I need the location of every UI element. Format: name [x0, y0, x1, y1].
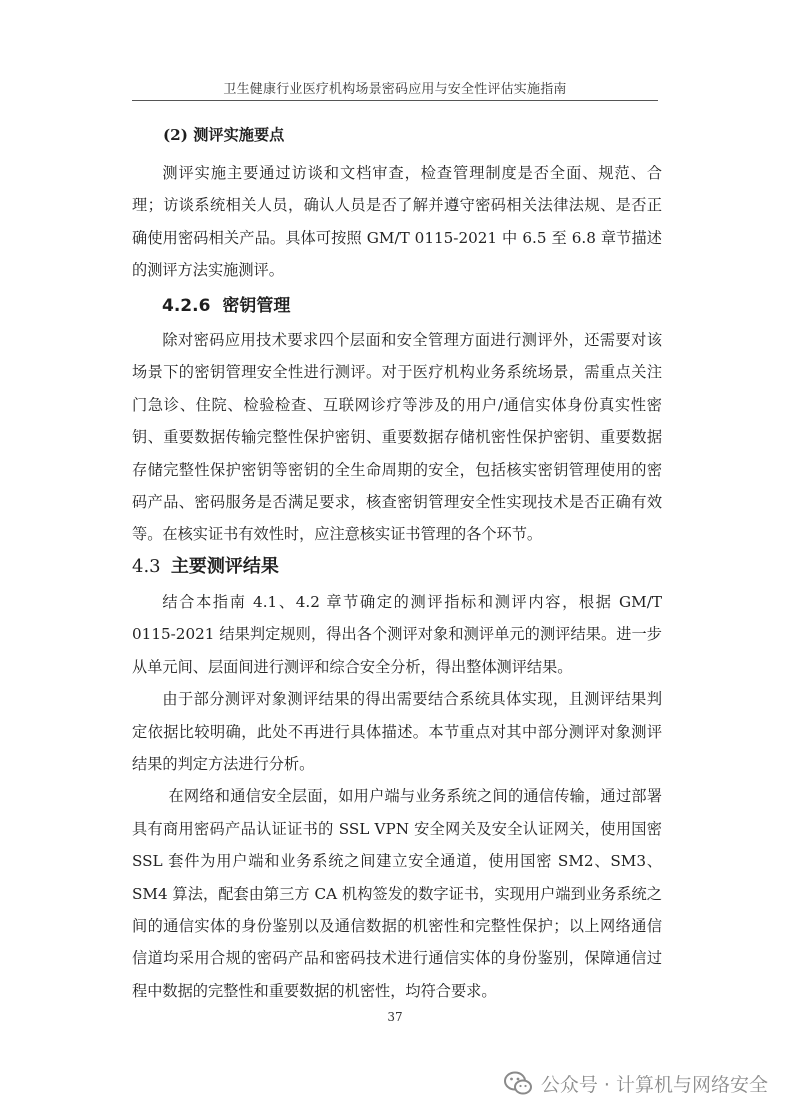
page-number: 37 [387, 1010, 403, 1024]
section-heading-4-3 [132, 552, 279, 578]
header-divider [132, 100, 658, 101]
paragraph: 测评实施主要通过访谈和文档审查，检查管理制度是否全面、规范、合理；访谈系统相关人员，确认人员是否了解并遵守密码相关法律法规、是否正确使用密码相关产品。具体可按照 GM/T 0115-2021 中 6.5 至 6.8 章节描述的测评方法实施测评。 [132, 164, 662, 280]
wechat-icon [503, 1070, 533, 1096]
paragraph: 结合本指南 4.1、4.2 章节确定的测评指标和测评内容，根据 GM/T 0115-2021 结果判定规则，得出各个测评对象和测评单元的测评结果。进一步从单元间、层面间进行测评和综合安全分析，得出整体测评结果。 [132, 593, 662, 676]
section-title: 主要测评结果 [170, 556, 279, 577]
section-title: 密钥管理 [222, 296, 291, 316]
watermark [503, 1068, 768, 1098]
section-number: 4.2.6 [162, 296, 211, 316]
paragraph: 除对密码应用技术要求四个层面和安全管理方面进行测评外，还需要对该场景下的密钥管理安全性进行测评。对于医疗机构业务系统场景，需重点关注门急诊、住院、检验检查、互联网诊疗等涉及的用户/通信实体身份真实性密钥、重要数据传输完整性保护密钥、重要数据存储机密性保护密钥、重要数据存储完整性保护密钥等密钥的全生命周期的安全，包括核实密钥管理使用的密码产品、密码服务是否满足要求，核查密钥管理安全性实现技术是否正确有效等。在核实证书有效性时，应注意核实证书管理的各个环节。 [132, 331, 662, 544]
section-4-2-6-body [132, 324, 662, 551]
subsection-heading-2: (2) 测评实施要点 [163, 126, 285, 144]
section-4-3-body [132, 586, 662, 1007]
section-2-body [132, 157, 662, 287]
paragraph: 在网络和通信安全层面，如用户端与业务系统之间的通信传输，通过部署具有商用密码产品认证证书的 SSL VPN 安全网关及安全认证网关，使用国密 SSL 套件为用户端和业务系统之间建立安全通道，使用国密 SM2、SM3、SM4 算法，配套由第三方 CA 机构签发的数字证书，实现用户端到业务系统之间的通信实体的身份鉴别以及通信数据的机密性和完整性保护；以上网络通信信道均采用合规的密码产品和密码技术进行通信实体的身份鉴别，保障通信过程中数据的完整性和重要数据的机密性，均符合要求。 [132, 787, 662, 1000]
section-number: 4.3 [132, 556, 161, 577]
running-header: 卫生健康行业医疗机构场景密码应用与安全性评估实施指南 [223, 82, 567, 97]
section-heading-4-2-6 [162, 291, 290, 316]
paragraph: 由于部分测评对象测评结果的得出需要结合系统具体实现，且测评结果判定依据比较明确，此处不再进行具体描述。本节重点对其中部分测评对象测评结果的判定方法进行分析。 [132, 690, 662, 774]
watermark-text: 公众号 · 计算机与网络安全 [540, 1073, 768, 1096]
